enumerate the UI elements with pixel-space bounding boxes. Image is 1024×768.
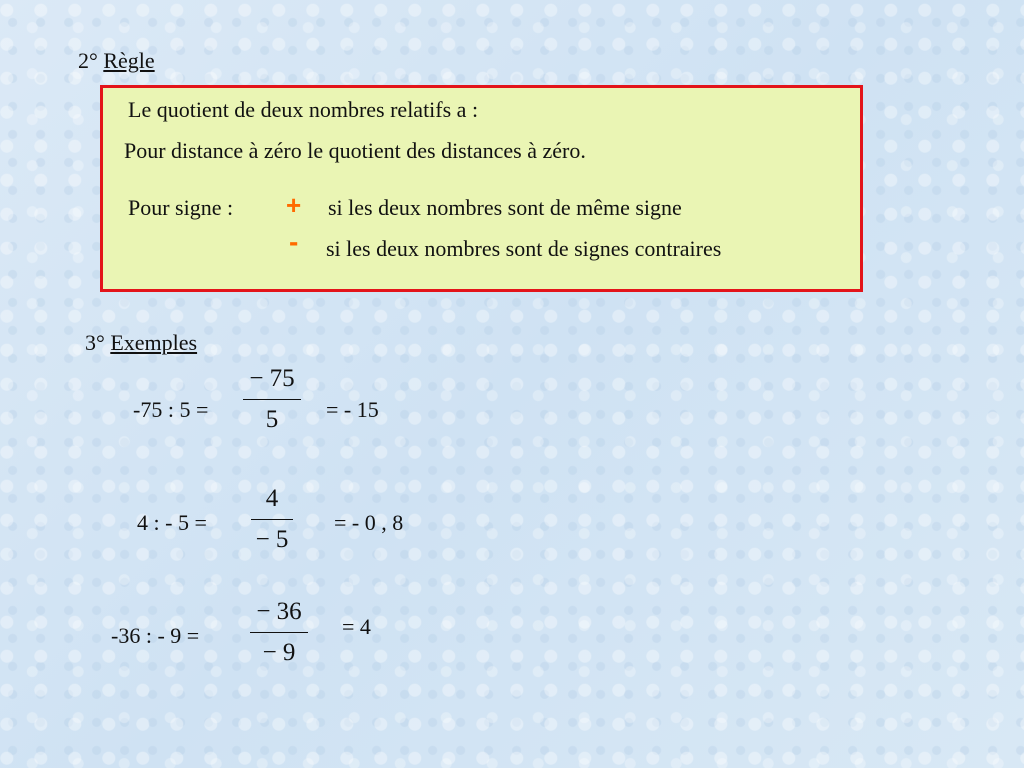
example-2-fraction <box>251 484 293 555</box>
plus-sign: + <box>286 190 302 220</box>
example-1-result: = - 15 <box>326 397 379 422</box>
example-3-fraction <box>250 597 308 668</box>
example-1-numerator: − 75 <box>249 365 295 392</box>
example-2-fraction-bar <box>251 519 293 520</box>
example-1-denominator: 5 <box>265 406 279 433</box>
example-2-expression: 4 : - 5 = <box>137 510 207 535</box>
example-3-expression: -36 : - 9 = <box>111 623 200 648</box>
rule-title: Règle <box>103 48 155 73</box>
example-1-fraction-bar <box>243 399 301 400</box>
example-2-numerator: 4 <box>265 485 279 512</box>
examples-number: 3° <box>85 330 105 355</box>
example-1-fraction <box>243 364 301 435</box>
example-2-denominator: − 5 <box>255 526 289 553</box>
example-1-expression: -75 : 5 = <box>133 397 209 422</box>
rule-line-1: Le quotient de deux nombres relatifs a : <box>128 97 479 122</box>
examples-title: Exemples <box>110 330 198 355</box>
rule-line-2: Pour distance à zéro le quotient des distances à zéro. <box>124 138 586 163</box>
examples-heading <box>85 330 197 356</box>
plus-rule-text: si les deux nombres sont de même signe <box>328 195 682 220</box>
rule-heading <box>78 48 155 74</box>
example-3-fraction-bar <box>250 632 308 633</box>
minus-sign: - <box>289 226 299 257</box>
example-3-result: = 4 <box>342 614 371 639</box>
sign-label: Pour signe : <box>128 195 234 220</box>
example-3-numerator: − 36 <box>256 598 302 625</box>
minus-rule-text: si les deux nombres sont de signes contraires <box>326 236 722 261</box>
rule-number: 2° <box>78 48 98 73</box>
example-2-result: = - 0 , 8 <box>334 510 404 535</box>
example-3-denominator: − 9 <box>262 639 296 666</box>
